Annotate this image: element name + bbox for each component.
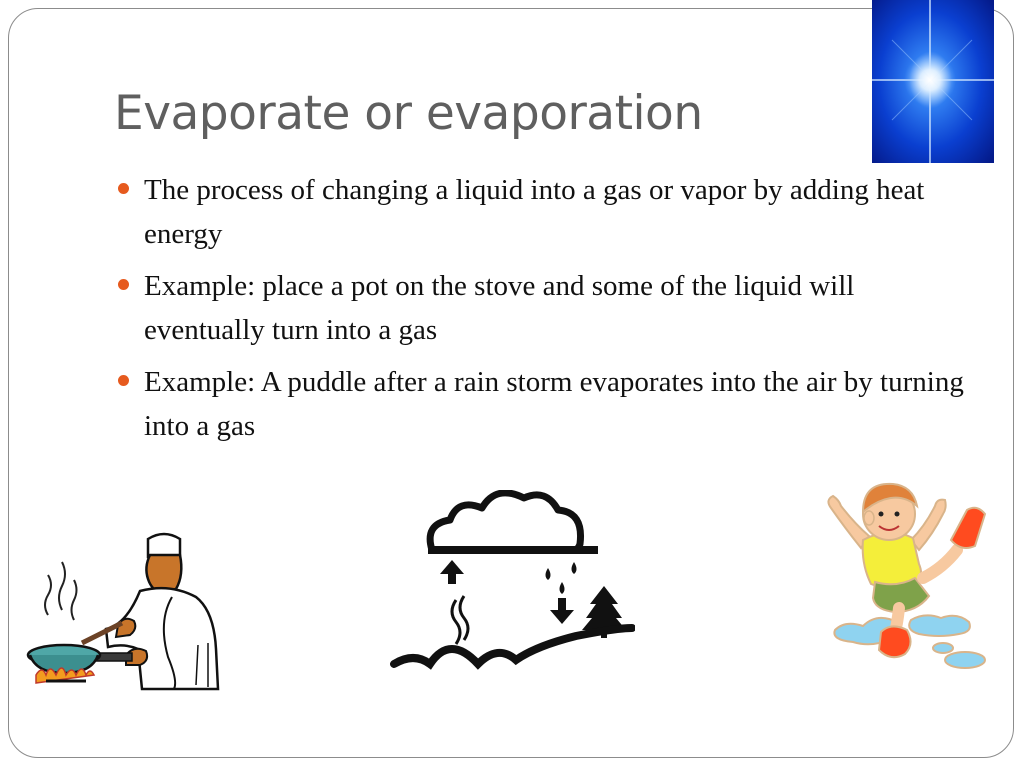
slide-title: Evaporate or evaporation [114, 86, 703, 141]
bullet-example-puddle [116, 360, 966, 448]
bullet-dot-icon [118, 375, 129, 386]
bullet-dot-icon [118, 279, 129, 290]
water-cycle-clipart [390, 490, 635, 670]
chef-clipart [22, 525, 232, 695]
bullet-definition [116, 168, 966, 256]
kid-splashing-clipart [815, 470, 995, 675]
bullet-text: Example: A puddle after a rain storm evaporates into the air by turning into a gas [144, 366, 964, 442]
bullet-list [116, 168, 966, 456]
bullet-example-pot [116, 264, 966, 352]
bullet-text: Example: place a pot on the stove and some of the liquid will eventually turn into a gas [144, 270, 855, 346]
bullet-text: The process of changing a liquid into a gas or vapor by adding heat energy [144, 174, 925, 250]
blue-star-image [872, 0, 994, 163]
bullet-dot-icon [118, 183, 129, 194]
